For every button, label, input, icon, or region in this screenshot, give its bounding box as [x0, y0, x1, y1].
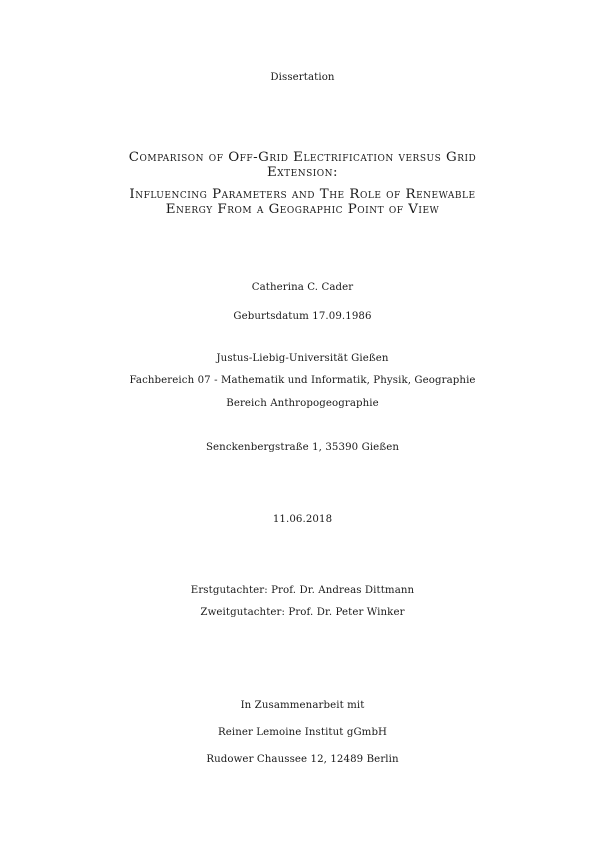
first-reviewer: Erstgutachter: Prof. Dr. Andreas Dittmann: [190, 585, 415, 596]
second-reviewer: Zweitgutachter: Prof. Dr. Peter Winker: [200, 607, 405, 618]
author-name: Catherina C. Cader: [251, 282, 354, 293]
title-line-4: Energy From a Geographic Point of View: [165, 202, 440, 217]
document-type: Dissertation: [270, 72, 335, 83]
faculty-name: Fachbereich 07 - Mathematik und Informatik, Physik, Geographie: [129, 375, 476, 386]
thesis-title: [60, 150, 545, 217]
cooperation-address: Rudower Chaussee 12, 12489 Berlin: [206, 754, 399, 765]
title-line-2: Extension:: [266, 165, 339, 180]
author-birthdate: Geburtsdatum 17.09.1986: [233, 311, 372, 322]
submission-date: 11.06.2018: [272, 514, 333, 525]
cooperation-intro: In Zusammenarbeit mit: [240, 700, 365, 711]
institution-address: Senckenbergstraße 1, 35390 Gießen: [205, 442, 400, 453]
university-name: Justus-Liebig-Universität Gießen: [216, 353, 389, 364]
title-line-1: Comparison of Off-Grid Electrification versus Grid: [128, 150, 477, 165]
title-line-3: Influencing Parameters and The Role of Renewable: [129, 187, 476, 202]
cooperation-organization: Reiner Lemoine Institut gGmbH: [217, 727, 388, 738]
department-name: Bereich Anthropogeographie: [226, 398, 379, 409]
